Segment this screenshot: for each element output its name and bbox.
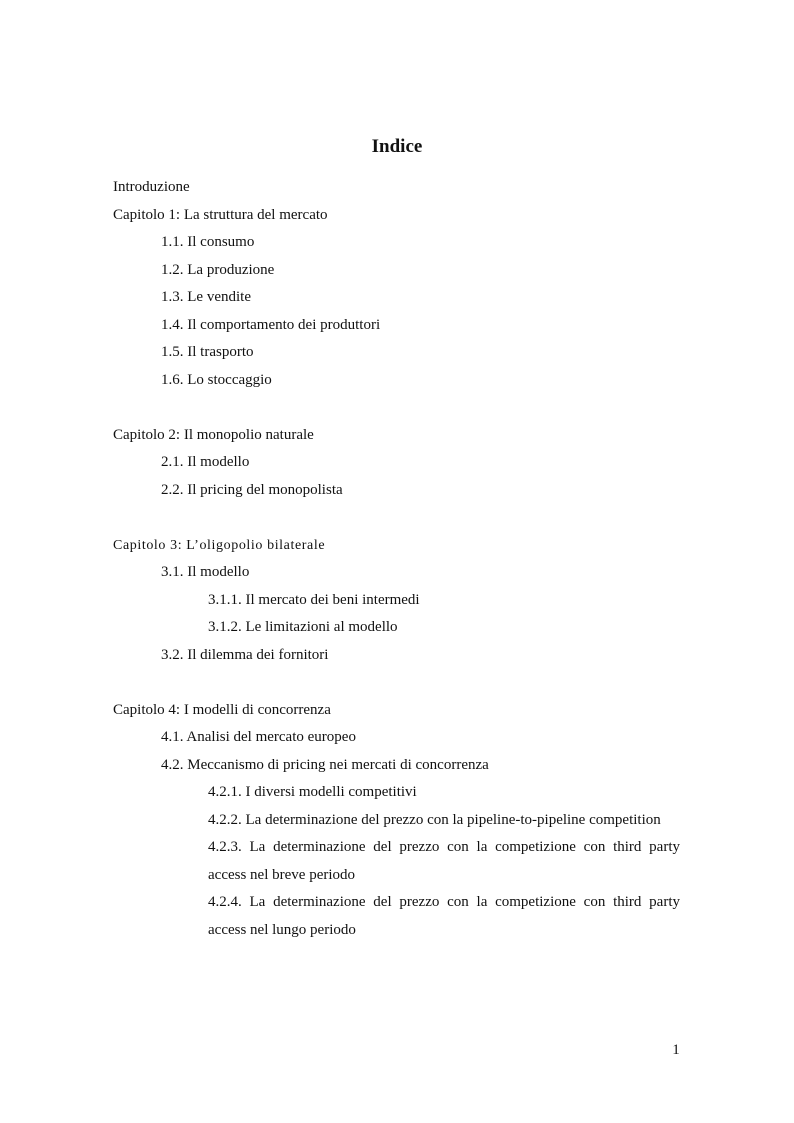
page-number: 1 xyxy=(672,1042,680,1058)
toc-subsection-3-1-1: 3.1.1. Il mercato dei beni intermedi xyxy=(208,591,420,608)
toc-section-1-1: 1.1. Il consumo xyxy=(161,234,255,250)
table-of-contents xyxy=(113,174,680,944)
toc-section-1-4: 1.4. Il comportamento dei produttori xyxy=(161,316,381,333)
toc-section-2-2: 2.2. Il pricing del monopolista xyxy=(161,481,343,498)
spacer xyxy=(113,394,680,422)
toc-chapter-3: Capitolo 3: L’oligopolio bilaterale xyxy=(113,537,326,553)
toc-chapter-1: Capitolo 1: La struttura del mercato xyxy=(113,206,328,223)
toc-introduction: Introduzione xyxy=(113,179,190,195)
toc-subsection-3-1-2: 3.1.2. Le limitazioni al modello xyxy=(208,619,398,635)
toc-chapter-2: Capitolo 2: Il monopolio naturale xyxy=(113,426,314,443)
toc-section-1-3: 1.3. Le vendite xyxy=(161,289,251,305)
toc-section-4-2: 4.2. Meccanismo di pricing nei mercati di concorrenza xyxy=(161,756,489,773)
toc-subsection-4-2-4: 4.2.4. La determinazione del prezzo con la competizione con third party access nel lungo periodo xyxy=(208,894,680,938)
index-title: Indice xyxy=(371,136,423,157)
toc-section-1-6: 1.6. Lo stoccaggio xyxy=(161,371,272,388)
spacer xyxy=(113,669,680,697)
spacer xyxy=(113,504,680,532)
toc-section-4-1: 4.1. Analisi del mercato europeo xyxy=(161,729,356,745)
toc-section-1-5: 1.5. Il trasporto xyxy=(161,344,254,360)
toc-section-2-1: 2.1. Il modello xyxy=(161,454,250,470)
toc-section-3-1: 3.1. Il modello xyxy=(161,564,250,580)
toc-chapter-4: Capitolo 4: I modelli di concorrenza xyxy=(113,701,331,718)
toc-subsection-4-2-1: 4.2.1. I diversi modelli competitivi xyxy=(208,784,417,800)
toc-section-3-2: 3.2. Il dilemma dei fornitori xyxy=(161,646,329,663)
toc-subsection-4-2-2: 4.2.2. La determinazione del prezzo con la pipeline-to-pipeline competition xyxy=(208,811,661,828)
toc-subsection-4-2-3: 4.2.3. La determinazione del prezzo con la competizione con third party access nel breve periodo xyxy=(208,839,680,883)
toc-section-1-2: 1.2. La produzione xyxy=(161,261,275,278)
